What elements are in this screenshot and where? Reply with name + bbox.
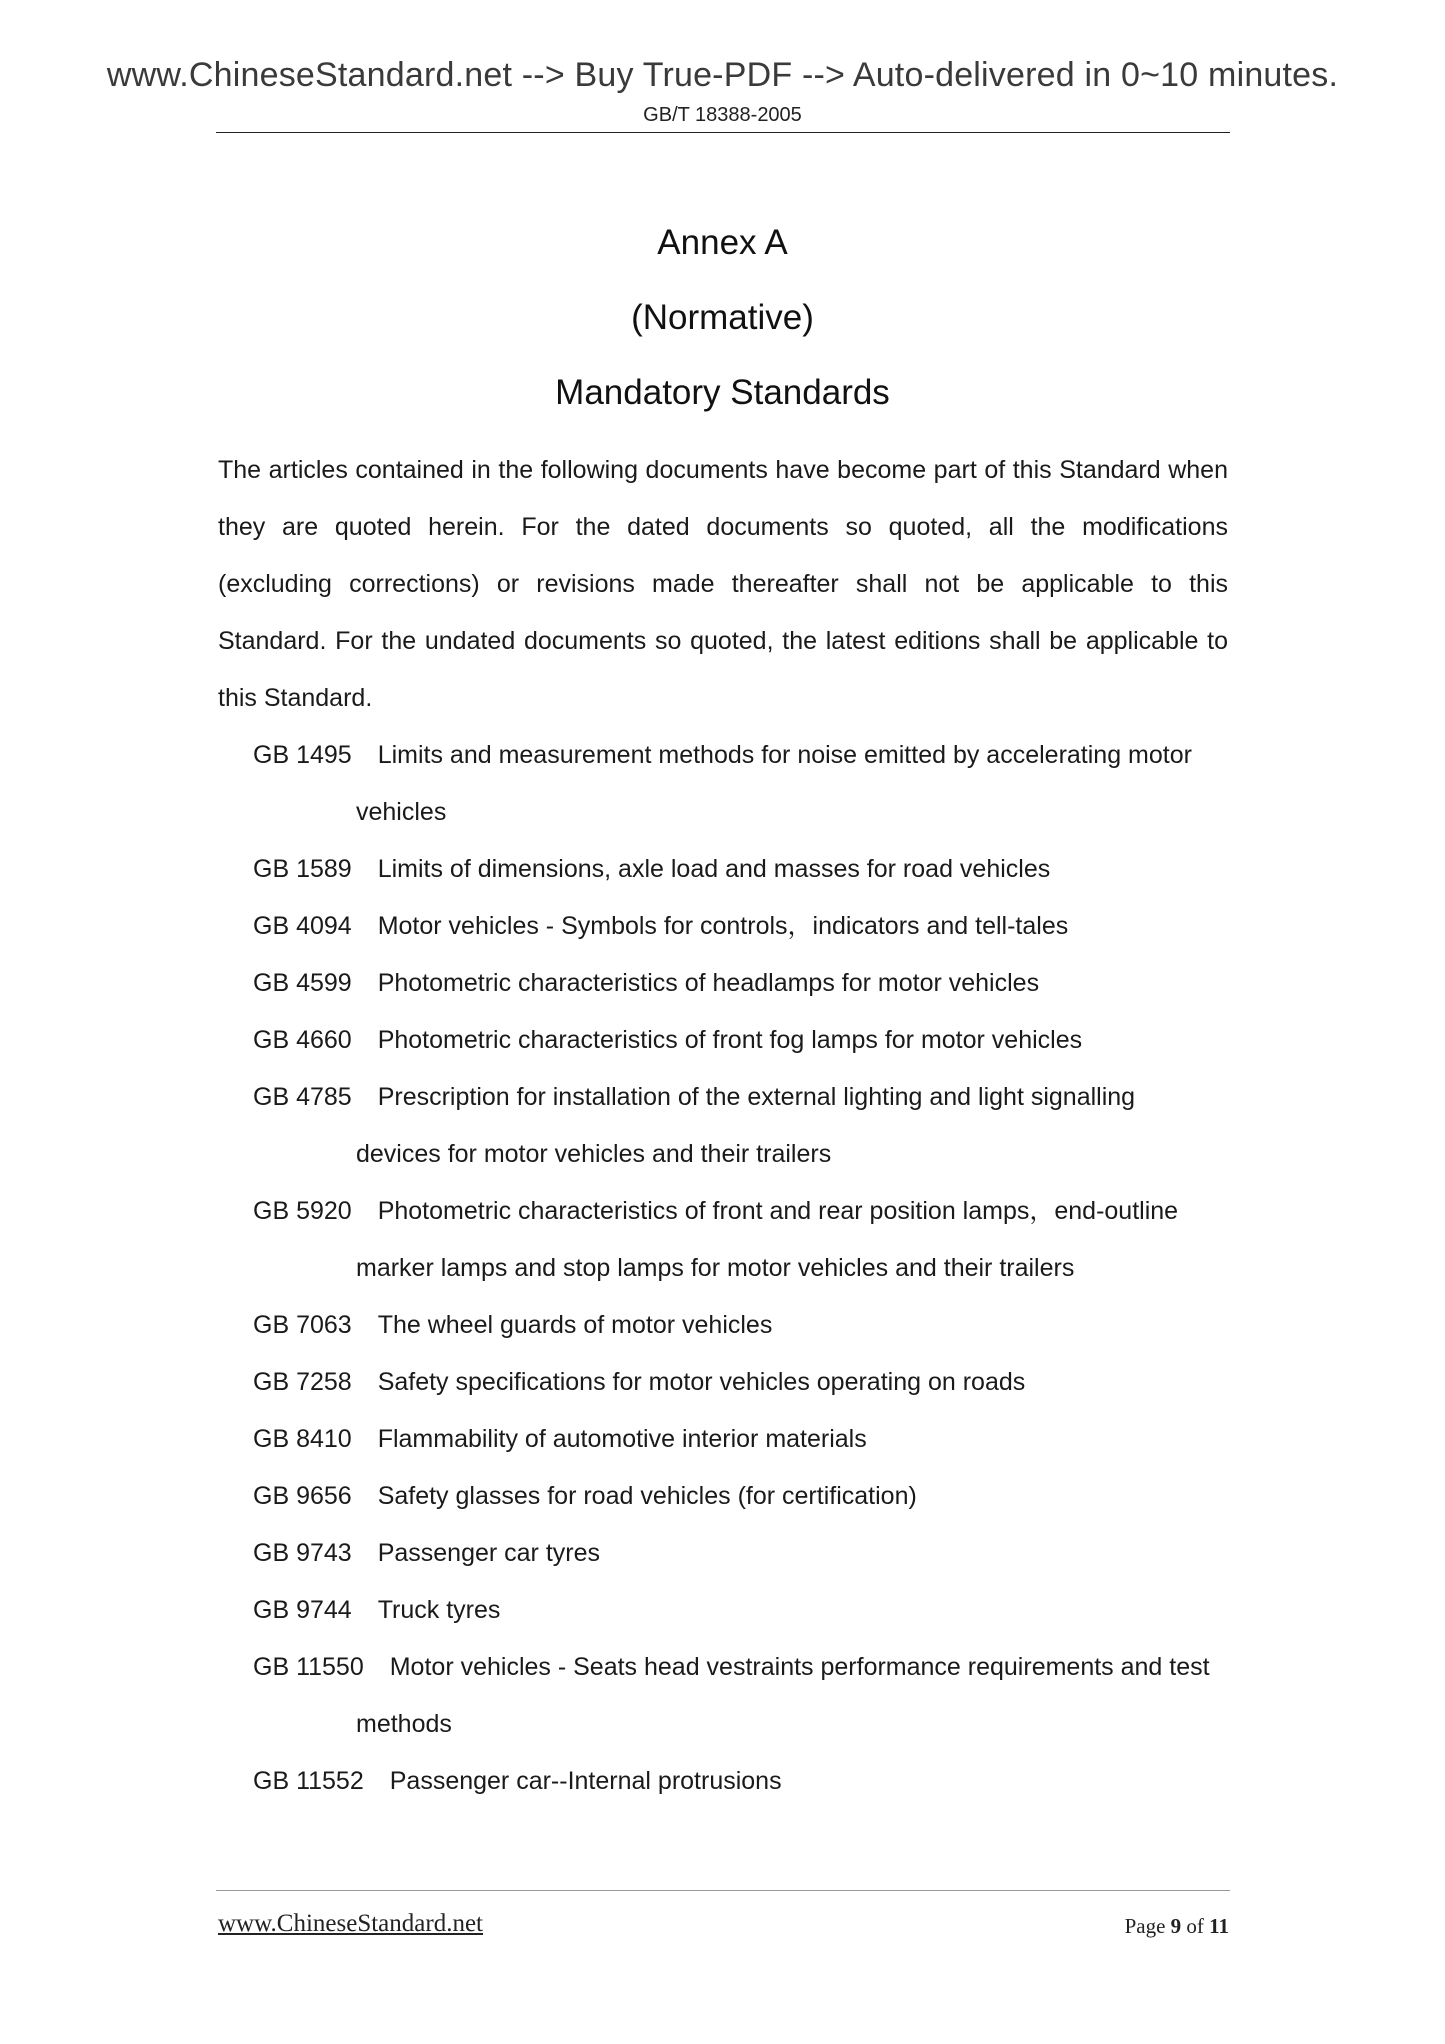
reference-item <box>253 1183 1228 1240</box>
reference-item <box>253 1582 1228 1639</box>
standard-code: GB/T 18388-2005 <box>643 104 802 126</box>
reference-item <box>253 1468 1228 1525</box>
reference-title: Photometric characteristics of headlamps for motor vehicles <box>377 969 1040 997</box>
reference-code: GB 5920 <box>253 1197 352 1225</box>
reference-code: GB 9743 <box>253 1539 352 1567</box>
reference-code: GB 11550 <box>253 1653 364 1681</box>
page-total: 11 <box>1209 1914 1229 1938</box>
reference-item <box>253 1354 1228 1411</box>
reference-title: Passenger car tyres <box>377 1539 601 1567</box>
page-number <box>1125 1914 1229 1939</box>
reference-code: GB 4785 <box>253 1083 352 1111</box>
reference-title: Safety specifications for motor vehicles operating on roads <box>377 1368 1026 1396</box>
reference-continuation: marker lamps and stop lamps for motor vehicles and their trailers <box>356 1254 1075 1282</box>
reference-continuation: vehicles <box>356 798 447 826</box>
annex-title: Annex A <box>657 223 788 262</box>
top-banner: www.ChineseStandard.net --> Buy True-PDF --> Auto-delivered in 0~10 minutes. <box>106 56 1339 94</box>
reference-title: Photometric characteristics of front and rear position lamps，end-outline <box>377 1197 1179 1225</box>
reference-code: GB 9656 <box>253 1482 352 1510</box>
reference-item <box>253 955 1228 1012</box>
intro-paragraph: The articles contained in the following documents have become part of this Standard when they are quoted herein. For the dated documents so quoted, all the modifications (excluding corrections) or revisions made thereafter shall not be applicable to this Standard. For the undated documents so quoted, the latest editions shall be applicable to this Standard. <box>218 456 1228 712</box>
reference-item <box>253 1639 1228 1696</box>
reference-code: GB 4094 <box>253 912 352 940</box>
footer-website-link[interactable]: www.ChineseStandard.net <box>218 1910 483 1937</box>
annex-type: (Normative) <box>631 298 814 337</box>
reference-item <box>253 727 1228 784</box>
reference-item <box>253 1411 1228 1468</box>
page-current: 9 <box>1170 1914 1182 1938</box>
reference-title: Passenger car--Internal protrusions <box>389 1767 782 1795</box>
reference-continuation: devices for motor vehicles and their trailers <box>356 1140 832 1168</box>
reference-list <box>0 727 1445 1810</box>
reference-title: Limits of dimensions, axle load and masses for road vehicles <box>377 855 1051 883</box>
reference-code: GB 1589 <box>253 855 352 883</box>
annex-subtitle: Mandatory Standards <box>555 373 890 412</box>
reference-code: GB 11552 <box>253 1767 364 1795</box>
reference-item <box>253 841 1228 898</box>
reference-continuation: methods <box>356 1710 452 1738</box>
reference-title: Prescription for installation of the external lighting and light signalling <box>377 1083 1136 1111</box>
reference-item <box>253 1012 1228 1069</box>
reference-title: Safety glasses for road vehicles (for certification) <box>377 1482 917 1510</box>
reference-title: Limits and measurement methods for noise emitted by accelerating motor <box>377 741 1192 769</box>
reference-code: GB 7258 <box>253 1368 352 1396</box>
reference-code: GB 4599 <box>253 969 352 997</box>
reference-item <box>253 1525 1228 1582</box>
reference-item <box>253 1297 1228 1354</box>
reference-item <box>253 1069 1228 1126</box>
reference-title: Truck tyres <box>377 1596 501 1624</box>
reference-code: GB 1495 <box>253 741 352 769</box>
reference-item <box>253 1753 1228 1810</box>
reference-title: Motor vehicles - Symbols for controls，indicators and tell-tales <box>377 912 1069 940</box>
reference-item <box>253 898 1228 955</box>
reference-code: GB 7063 <box>253 1311 352 1339</box>
reference-code: GB 4660 <box>253 1026 352 1054</box>
reference-code: GB 9744 <box>253 1596 352 1624</box>
reference-title: Flammability of automotive interior materials <box>377 1425 867 1453</box>
footer-divider <box>216 1890 1230 1891</box>
reference-title: Motor vehicles - Seats head vestraints performance requirements and test <box>389 1653 1210 1681</box>
reference-code: GB 8410 <box>253 1425 352 1453</box>
reference-title: The wheel guards of motor vehicles <box>377 1311 773 1339</box>
page-label: Page <box>1124 1914 1166 1938</box>
page-of: of <box>1186 1914 1204 1938</box>
reference-title: Photometric characteristics of front fog lamps for motor vehicles <box>377 1026 1083 1054</box>
header-divider <box>216 132 1230 133</box>
